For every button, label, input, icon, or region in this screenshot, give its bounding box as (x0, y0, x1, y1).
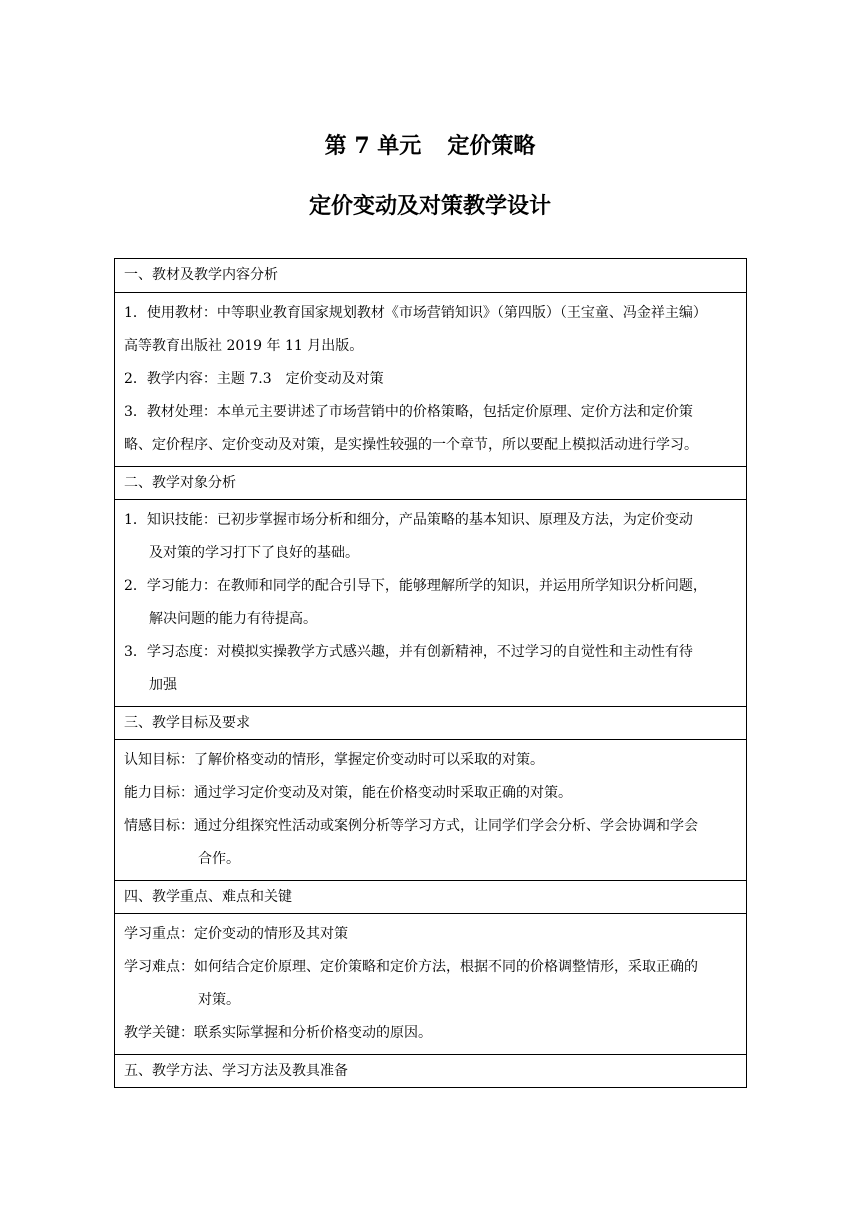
text-line: 略、定价程序、定价变动及对策，是实操性较强的一个章节，所以要配上模拟活动进行学习。 (124, 437, 698, 453)
section-heading: 二、教学对象分析 (115, 466, 746, 499)
text-line: 3．学习态度：对模拟实操教学方式感兴趣，并有创新精神，不过学习的自觉性和主动性有待 (124, 644, 693, 660)
section-heading: 三、教学目标及要求 (115, 706, 746, 739)
unit-title (0, 128, 860, 164)
section-heading: 一、教材及教学内容分析 (124, 267, 278, 283)
section-body (115, 739, 746, 880)
text-line: 学习重点：定价变动的情形及其对策 (124, 926, 348, 942)
lesson-subtitle: 定价变动及对策教学设计 (308, 193, 551, 219)
section-heading: 四、教学重点、难点和关键 (115, 880, 746, 913)
text-line: 1．知识技能：已初步掌握市场分析和细分，产品策略的基本知识、原理及方法，为定价变动 (124, 512, 693, 528)
text-line: 对策。 (198, 992, 240, 1008)
section-body (115, 499, 746, 706)
text-line: 情感目标：通过分组探究性活动或案例分析等学习方式，让同学们学会分析、学会协调和学会 (124, 818, 698, 834)
lesson-plan-table (114, 258, 747, 1088)
section-body (115, 913, 746, 1054)
text-line: 高等教育出版社 2019 年 11 月出版。 (124, 338, 364, 354)
document-title-block (0, 128, 860, 224)
text-line: 教学关键：联系实际掌握和分析价格变动的原因。 (124, 1025, 432, 1041)
text-line: 能力目标：通过学习定价变动及对策，能在价格变动时采取正确的对策。 (124, 785, 572, 801)
section-heading: 五、教学方法、学习方法及教具准备 (115, 1054, 746, 1087)
text-line: 合作。 (198, 851, 240, 867)
text-line: 2．学习能力：在教师和同学的配合引导下，能够理解所学的知识，并运用所学知识分析问题， (124, 578, 707, 594)
text-line: 1．使用教材：中等职业教育国家规划教材《市场营销知识》（第四版）（王宝童、冯金祥主编） (124, 305, 707, 321)
text-line: 解决问题的能力有待提高。 (149, 611, 317, 627)
section-body (115, 292, 746, 466)
text-line: 3．教材处理：本单元主要讲述了市场营销中的价格策略，包括定价原理、定价方法和定价策 (124, 404, 693, 420)
text-line: 认知目标：了解价格变动的情形，掌握定价变动时可以采取的对策。 (124, 752, 544, 768)
unit-topic: 定价策略 (447, 133, 536, 159)
text-line: 加强 (149, 677, 177, 693)
text-line: 2．教学内容：主题 7.3 定价变动及对策 (124, 371, 384, 387)
unit-label: 第 7 单元 (324, 133, 422, 159)
text-line: 及对策的学习打下了良好的基础。 (149, 545, 359, 561)
text-line: 学习难点：如何结合定价原理、定价策略和定价方法，根据不同的价格调整情形，采取正确的 (124, 959, 698, 975)
